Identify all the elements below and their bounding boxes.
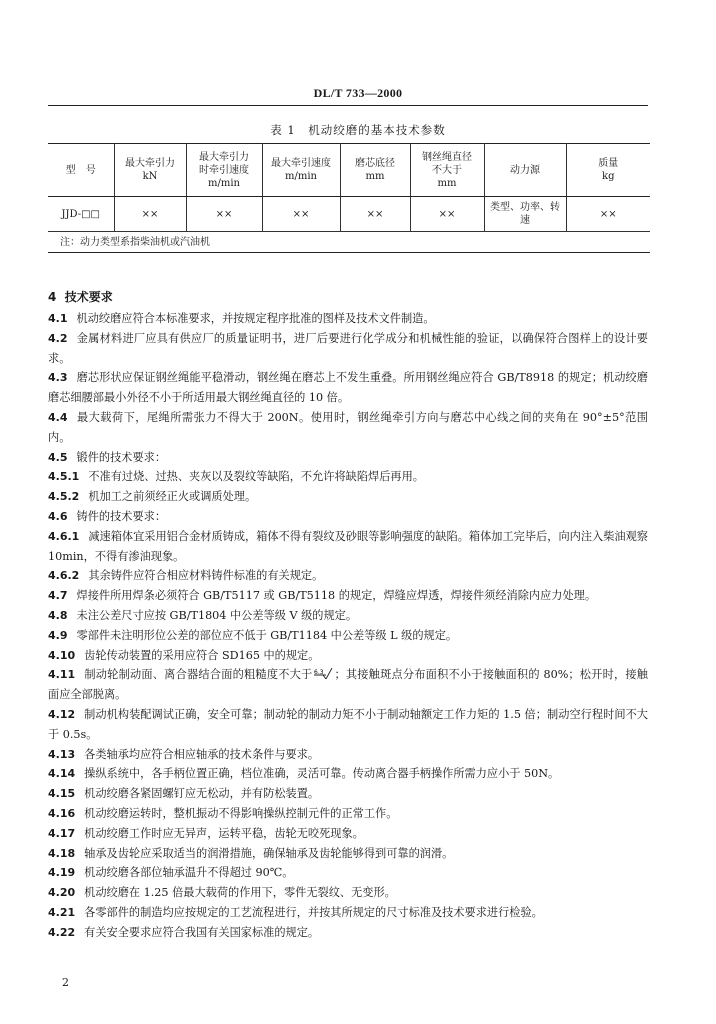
clause-text: 焊接件所用焊条必须符合 GB/T5117 或 GB/T5118 的规定，焊缝应焊透，焊接件须经消除内应力处理。 — [76, 589, 597, 603]
col-header-power-source — [484, 144, 566, 197]
clause-item — [48, 764, 648, 784]
header-unit: kN — [142, 171, 158, 182]
clause-text: 机动绞磨在 1.25 倍最大载荷的作用下，零件无裂纹、无变形。 — [84, 886, 396, 900]
clause-number: 4.3 — [48, 371, 68, 385]
page-number: 2 — [62, 976, 69, 989]
clause-item — [48, 784, 648, 804]
clause-item — [48, 903, 648, 923]
clause-item — [48, 626, 648, 646]
cell-max-speed: ×× — [262, 197, 340, 232]
header-line: 最大牵引速度 — [271, 158, 331, 169]
cell-model: JJD-□□ — [48, 197, 114, 232]
clause-number: 4.5.2 — [48, 490, 80, 504]
clause-number: 4.1 — [48, 312, 68, 325]
clause-number: 4.7 — [48, 589, 68, 603]
clause-text: 减速箱体宜采用铝合金材质铸成，箱体不得有裂纹及砂眼等影响强度的缺陷。箱体加工完毕后，向内注入柴油观察 10min，不得有渗油现象。 — [48, 529, 648, 563]
clause-number: 4.17 — [48, 826, 76, 840]
table-caption: 表 1 机动绞磨的基本技术参数 — [270, 123, 446, 137]
clause-text: 其余铸件应符合相应材料铸件标准的有关规定。 — [88, 569, 324, 583]
clause-number: 4.16 — [48, 806, 76, 820]
clause-text: ；其接触斑点分布面积不小于接触面积的 80%；松开时，接触面应全部脱离。 — [48, 668, 648, 702]
clause-number: 4.9 — [48, 628, 68, 642]
clause-number: 4.14 — [48, 767, 76, 781]
clause-text: 各类轴承均应符合相应轴承的技术条件与要求。 — [84, 747, 320, 761]
clause-text: 机加工之前须经正火或调质处理。 — [88, 490, 257, 504]
clause-item — [48, 804, 648, 824]
header-unit: mm — [437, 177, 457, 189]
clause-number: 4.8 — [48, 608, 68, 622]
clause-item — [48, 566, 648, 586]
clause-number: 4.5 — [48, 450, 68, 464]
header-rule — [48, 105, 648, 106]
clause-number: 4.22 — [48, 925, 76, 939]
clause-item — [48, 863, 648, 883]
clause-item — [48, 824, 648, 844]
clause-text: 金属材料进厂应具有供应厂的质量证明书，进厂后要进行化学成分和机械性能的验证，以确保符合图样上的设计要求。 — [48, 331, 648, 365]
clause-number: 4.19 — [48, 866, 76, 880]
clause-number: 4.12 — [48, 707, 76, 721]
clause-text: 有关安全要求应符合我国有关国家标准的规定。 — [84, 925, 320, 939]
clause-text: 最大载荷下，尾绳所需张力不得大于 200N。使用时，钢丝绳牵引方向与磨芯中心线之间的夹角在 90°±5°范围内。 — [48, 410, 648, 444]
clause-list — [48, 309, 648, 943]
clause-number: 4.18 — [48, 846, 76, 860]
clause-text: 制动轮制动面、离合器结合面的粗糙度不大于 — [84, 668, 313, 682]
clause-item — [48, 467, 648, 487]
col-header-rope-diameter — [410, 144, 484, 197]
clause-number: 4.10 — [48, 648, 76, 662]
clause-item — [48, 646, 648, 666]
header-unit: m/min — [285, 171, 317, 182]
clause-item — [48, 507, 648, 527]
clause-number: 4.6.2 — [48, 569, 80, 583]
header-line: 型 号 — [65, 164, 96, 176]
clause-number: 4.11 — [48, 668, 76, 682]
section-title-text: 技术要求 — [64, 290, 113, 304]
clause-item — [48, 329, 648, 369]
clause-text: 机动绞磨运转时，整机振动不得影响操纵控制元件的正常工作。 — [84, 806, 398, 820]
clause-item — [48, 745, 648, 765]
clause-text: 操纵系统中，各手柄位置正确，档位准确，灵活可靠。传动离合器手柄操作所需力应小于 50N。 — [84, 767, 560, 781]
clause-text: 锻件的技术要求： — [76, 450, 167, 464]
cell-power-source: 类型、功率、转速 — [484, 197, 566, 232]
col-header-model — [48, 144, 114, 197]
clause-text: 机动绞磨各紧固螺钉应无松动，并有防松装置。 — [84, 787, 320, 801]
clause-number: 4.6 — [48, 509, 68, 523]
header-line: 不大于 — [432, 164, 462, 176]
col-header-speed-at-max-traction — [186, 144, 262, 197]
table-note-row — [48, 232, 650, 253]
clause-text: 机动绞磨各部位轴承温升不得超过 90℃。 — [84, 866, 294, 880]
clause-number: 4.2 — [48, 331, 68, 345]
col-header-max-traction — [114, 144, 186, 197]
clause-number: 4.21 — [48, 905, 76, 919]
roughness-value: 6.3 — [314, 669, 324, 677]
parameters-table — [48, 143, 650, 253]
header-line: 最大牵引力 — [125, 158, 175, 169]
clause-item — [48, 606, 648, 626]
clause-text: 齿轮传动装置的采用应符合 SD165 中的规定。 — [84, 648, 320, 662]
surface-roughness-symbol — [312, 667, 334, 679]
clause-item — [48, 586, 648, 606]
clause-text: 各零部件的制造均应按规定的工艺流程进行，并按其所规定的尺寸标准及技术要求进行检验。 — [84, 905, 543, 919]
clause-item — [48, 527, 648, 567]
clause-text: 轴承及齿轮应采取适当的润滑措施，确保轴承及齿轮能够得到可靠的润滑。 — [84, 846, 454, 860]
clause-text: 制动机构装配调试正确，安全可靠；制动轮的制动力矩不小于制动轴额定工作力矩的 1.5 倍；制动空行程时间不大于 0.5s。 — [48, 707, 648, 741]
clause-item — [48, 368, 648, 408]
clause-item — [48, 309, 648, 329]
header-line: 质量 — [598, 158, 619, 169]
clause-number: 4.20 — [48, 886, 76, 900]
col-header-mass — [566, 144, 650, 197]
table-header-row — [48, 144, 650, 197]
header-unit: mm — [365, 171, 385, 182]
clause-text: 铸件的技术要求： — [76, 509, 167, 523]
header-line: 动力源 — [510, 164, 540, 176]
clause-item — [48, 487, 648, 507]
clause-number: 4.6.1 — [48, 529, 80, 543]
cell-max-traction: ×× — [114, 197, 186, 232]
clause-text: 零部件未注明形位公差的部位应不低于 GB/T1184 中公差等级 L 级的规定。 — [76, 628, 458, 642]
clause-item — [48, 448, 648, 468]
header-line: 时牵引速度 — [199, 164, 249, 176]
col-header-drum-diameter — [340, 144, 410, 197]
header-line: 最大牵引力 — [199, 151, 249, 163]
clause-number: 4.5.1 — [48, 470, 80, 484]
clause-number: 4.15 — [48, 787, 76, 801]
clause-text: 不准有过烧、过热、夹灰以及裂纹等缺陷，不允许将缺陷焊后再用。 — [88, 470, 424, 484]
clause-number: 4.4 — [48, 410, 68, 424]
cell-rope-diameter: ×× — [410, 197, 484, 232]
table-note: 注：动力类型系指柴油机或汽油机 — [48, 232, 650, 253]
header-line: 磨芯底径 — [355, 158, 395, 169]
clause-item — [48, 705, 648, 745]
clause-text: 未注公差尺寸应按 GB/T1804 中公差等级 V 级的规定。 — [76, 608, 358, 622]
clause-text: 磨芯形状应保证钢丝绳能平稳滑动，钢丝绳在磨芯上不发生重叠。所用钢丝绳应符合 GB/T8918 的规定；机动绞磨磨芯细腰部最小外径不小于所适用最大钢丝绳直径的 10 倍。 — [48, 371, 648, 405]
col-header-max-speed — [262, 144, 340, 197]
clause-item — [48, 844, 648, 864]
clause-item — [48, 665, 648, 705]
section-heading — [48, 288, 113, 305]
clause-item — [48, 408, 648, 448]
cell-drum-diameter: ×× — [340, 197, 410, 232]
table-row — [48, 197, 650, 232]
cell-mass: ×× — [566, 197, 650, 232]
clause-item — [48, 923, 648, 943]
clause-item — [48, 883, 648, 903]
header-line: 钢丝绳直径 — [422, 151, 472, 163]
clause-number: 4.13 — [48, 747, 76, 761]
header-unit: m/min — [208, 177, 240, 189]
clause-text: 机动绞磨应符合本标准要求，并按规定程序批准的图样及技术文件制造。 — [76, 312, 435, 325]
standard-code-header: DL/T 733—2000 — [313, 86, 403, 100]
section-number: 4 — [48, 290, 57, 304]
header-unit: kg — [602, 171, 615, 182]
clause-text: 机动绞磨工作时应无异声，运转平稳，齿轮无咬死现象。 — [84, 826, 364, 840]
cell-speed-at-max-traction: ×× — [186, 197, 262, 232]
